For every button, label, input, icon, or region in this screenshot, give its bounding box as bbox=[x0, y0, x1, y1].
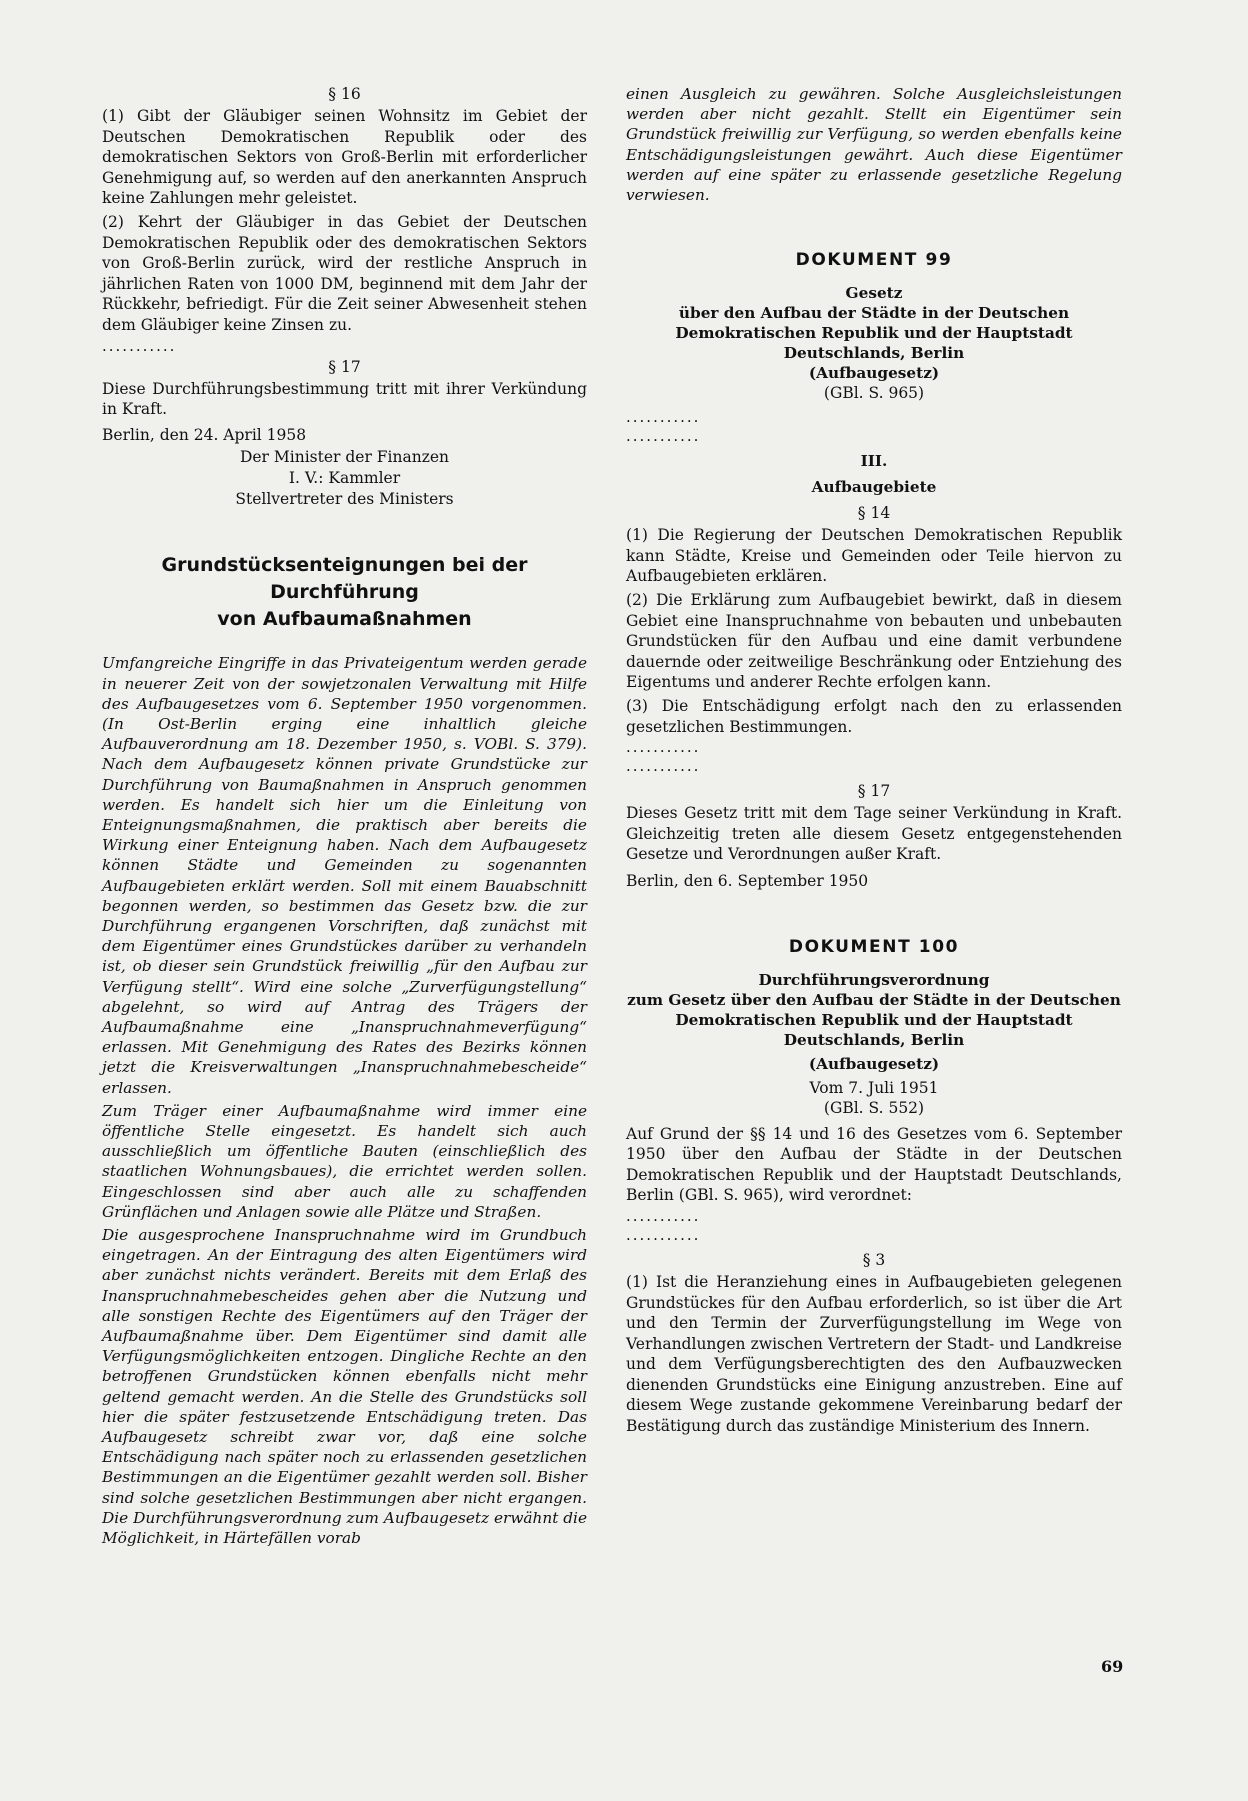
document-99-heading: DOKUMENT 99 bbox=[795, 250, 953, 271]
document-100-title-line-1: Durchführungsverordnung bbox=[758, 970, 990, 989]
ellipsis: ........... bbox=[626, 757, 701, 776]
article-continuation: einen Ausgleich zu gewähren. Solche Ausgleichsleistungen werden aber nicht gezahlt. Stellt ein Eigentümer sein Grundstück freiwillig zur Verfügung, so werden ebenfalls keine Entschädigungsleistungen gewährt. Auch diese Eigentümer werden auf eine später zu erlassende gesetzliche Regelung verwiesen. bbox=[626, 85, 1122, 205]
paragraph-17-heading: § 17 bbox=[328, 357, 361, 376]
document-99-short-name: (Aufbaugesetz) bbox=[808, 364, 940, 383]
paragraph-17-text: Diese Durchführungsbestimmung tritt mit ihrer Verkündung in Kraft. bbox=[102, 379, 587, 419]
article-title-line-1: Grundstücksenteignungen bei der Durchführung bbox=[161, 554, 528, 604]
document-100-preamble: Auf Grund der §§ 14 und 16 des Gesetzes vom 6. September 1950 über den Aufbau der Städte in der Deutschen Demokratischen Republik und der Hauptstadt Deutschlands, Berlin (GBl. S. 965), wird verordnet: bbox=[626, 1124, 1122, 1205]
right-column bbox=[626, 84, 1122, 1437]
paragraph-14-clause-2: (2) Die Erklärung zum Aufbaugebiet bewirkt, daß in diesem Gebiet eine Inanspruchnahme von bebauten und unbebauten Grundstücken für den Aufbau und eine damit verbundene dauernde oder zeitweilige Beschränkung oder Entziehung des Eigentums und anderer Rechte erfolgen kann. bbox=[626, 591, 1122, 692]
signature-line-1: Der Minister der Finanzen bbox=[239, 448, 450, 467]
paragraph-3-clause-1: (1) Ist die Heranziehung eines in Aufbaugebieten gelegenen Grundstückes für den Aufbau erforderlich, so ist über die Art und den Termin der Zurverfügungstellung im Wege von Verhandlungen zwischen Vertretern der Stadt- und Landkreise und dem Verfügungsberechtigten des den Aufbauzwecken dienenden Grundstücks eine Einigung anzustreben. Eine auf diesem Wege zustande gekommene Vereinbarung bedarf der Bestätigung durch das zuständige Ministerium des Innern. bbox=[626, 1272, 1122, 1436]
paragraph-3-heading: § 3 bbox=[862, 1250, 886, 1269]
paragraph-14-clause-1: (1) Die Regierung der Deutschen Demokratischen Republik kann Städte, Kreise und Gemeinden oder Teile hiervon zu Aufbaugebieten erklären. bbox=[626, 526, 1122, 586]
left-column bbox=[102, 84, 587, 1548]
document-99-title-line-2: über den Aufbau der Städte in der Deutschen Demokratischen Republik und der Hauptstadt Deutschlands, Berlin bbox=[675, 304, 1073, 363]
article-title-line-2: von Aufbaumaßnahmen bbox=[217, 608, 472, 631]
paragraph-16-clause-1: (1) Gibt der Gläubiger seinen Wohnsitz im Gebiet der Deutschen Demokratischen Republik oder des demokratischen Sektors von Groß-Berlin mit erforderlicher Genehmigung auf, so werden auf den anerkannten Anspruch keine Zahlungen mehr geleistet. bbox=[102, 107, 587, 208]
signature-line-2: I. V.: Kammler bbox=[288, 469, 401, 488]
section-number: III. bbox=[860, 452, 888, 471]
article-paragraph: Die ausgesprochene Inanspruchnahme wird im Grundbuch eingetragen. An der Eintragung des alten Eigentümers wird aber zunächst nichts verändert. Bereits mit dem Erlaß des Inanspruchnahmebescheides gehen aber die Nutzung und alle sonstigen Rechte des Eigentümers auf den Träger der Aufbaumaßnahme über. Dem Eigentümer sind damit alle Verfügungsmöglichkeiten entzogen. Dingliche Rechte an den betroffenen Grundstücken können ebenfalls nicht mehr geltend gemacht werden. An die Stelle des Grundstücks soll hier die später festzusetzende Entschädigung treten. Das Aufbaugesetz schreibt zwar vor, daß eine solche Entschädigung nach später noch zu erlassenden gesetzlichen Bestimmungen an die Eigentümer gezahlt werden soll. Bisher sind solche gesetzlichen Bestimmungen aber nicht ergangen. Die Durchführungsverordnung zum Aufbaugesetz erwähnt die Möglichkeit, in Härtefällen vorab bbox=[102, 1226, 587, 1548]
ellipsis: ........... bbox=[626, 738, 701, 757]
paragraph-17-heading: § 17 bbox=[857, 782, 891, 801]
article-paragraph: Umfangreiche Eingriffe in das Privateigentum werden gerade in neuerer Zeit von der sowjetzonalen Verwaltung mit Hilfe des Aufbaugesetzes vom 6. September 1950 vorgenommen. (In Ost-Berlin erging eine inhaltlich gleiche Aufbauverordnung am 18. Dezember 1950, s. VOBl. S. 379). Nach dem Aufbaugesetz können private Grundstücke zur Durchführung von Baumaßnahmen in Anspruch genommen werden. Es handelt sich hier um die Einleitung von Enteignungsmaßnahmen, die praktisch aber bereits die Wirkung einer Enteignung haben. Nach dem Aufbaugesetz können Städte und Gemeinden zu sogenannten Aufbaugebieten erklärt werden. Soll mit einem Bauabschnitt begonnen werden, so bestimmen das Gesetz bzw. die zur Durchführung ergangenen Vorschriften, daß zunächst mit dem Eigentümer eines Grundstückes darüber zu verhandeln ist, ob dieser sein Grundstück freiwillig „für den Aufbau zur Verfügung stellt“. Wird eine solche „Zurverfügungstellung“ abgelehnt, so wird auf Antrag des Trägers der Aufbaumaßnahme eine „Inanspruchnahmeverfügung“ erlassen. Mit Genehmigung des Rates des Bezirks können jetzt die Kreisverwaltungen „Inanspruchnahmebescheide“ erlassen. bbox=[102, 654, 587, 1097]
paragraph-16-heading: § 16 bbox=[328, 85, 361, 103]
document-100-short-name: (Aufbaugesetz) bbox=[808, 1054, 940, 1073]
document-100-citation: (GBl. S. 552) bbox=[823, 1098, 925, 1117]
paragraph-17-text: Dieses Gesetz tritt mit dem Tage seiner Verkündung in Kraft. Gleichzeitig treten alle diesem Gesetz entgegenstehenden Gesetze und Verordnungen außer Kraft. bbox=[626, 804, 1122, 864]
ellipsis: ........... bbox=[626, 427, 701, 446]
article-title bbox=[102, 552, 587, 633]
section-title: Aufbaugebiete bbox=[811, 478, 937, 497]
document-100-title-line-2: zum Gesetz über den Aufbau der Städte in der Deutschen Demokratischen Republik und der Hauptstadt Deutschlands, Berlin bbox=[627, 990, 1121, 1049]
article-paragraph: Zum Träger einer Aufbaumaßnahme wird immer eine öffentliche Stelle eingesetzt. Es handelt sich auch ausschließlich um öffentliche Bauten (einschließlich des staatlichen Wohnungsbaues), die errichtet werden sollen. Eingeschlossen sind aber auch alle zu schaffenden Grünflächen und Anlagen sowie alle Plätze und Straßen. bbox=[102, 1101, 587, 1221]
date-line: Berlin, den 6. September 1950 bbox=[626, 871, 869, 890]
signature-block bbox=[102, 447, 587, 510]
ellipsis: ........... bbox=[626, 408, 701, 427]
document-99-citation: (GBl. S. 965) bbox=[823, 384, 925, 403]
document-99-title-line-1: Gesetz bbox=[845, 284, 903, 303]
ellipsis: ........... bbox=[626, 1225, 701, 1244]
ellipsis: ........... bbox=[626, 1206, 701, 1225]
ellipsis: ........... bbox=[102, 336, 177, 355]
date-line: Berlin, den 24. April 1958 bbox=[102, 425, 307, 444]
paragraph-16-clause-2: (2) Kehrt der Gläubiger in das Gebiet der Deutschen Demokratischen Republik oder des demokratischen Sektors von Groß-Berlin zurück, wird der restliche Anspruch in jährlichen Raten von 1000 DM, beginnend mit dem Jahr der Rückkehr, befriedigt. Für die Zeit seiner Abwesenheit stehen dem Gläubiger keine Zinsen zu. bbox=[102, 212, 587, 334]
paragraph-14-clause-3: (3) Die Entschädigung erfolgt nach den zu erlassenden gesetzlichen Bestimmungen. bbox=[626, 696, 1122, 736]
document-100-date: Vom 7. Juli 1951 bbox=[809, 1078, 939, 1097]
paragraph-14-heading: § 14 bbox=[857, 504, 891, 523]
signature-line-3: Stellvertreter des Ministers bbox=[235, 490, 454, 509]
document-100-heading: DOKUMENT 100 bbox=[788, 936, 960, 957]
page-number: 69 bbox=[1101, 1657, 1124, 1676]
